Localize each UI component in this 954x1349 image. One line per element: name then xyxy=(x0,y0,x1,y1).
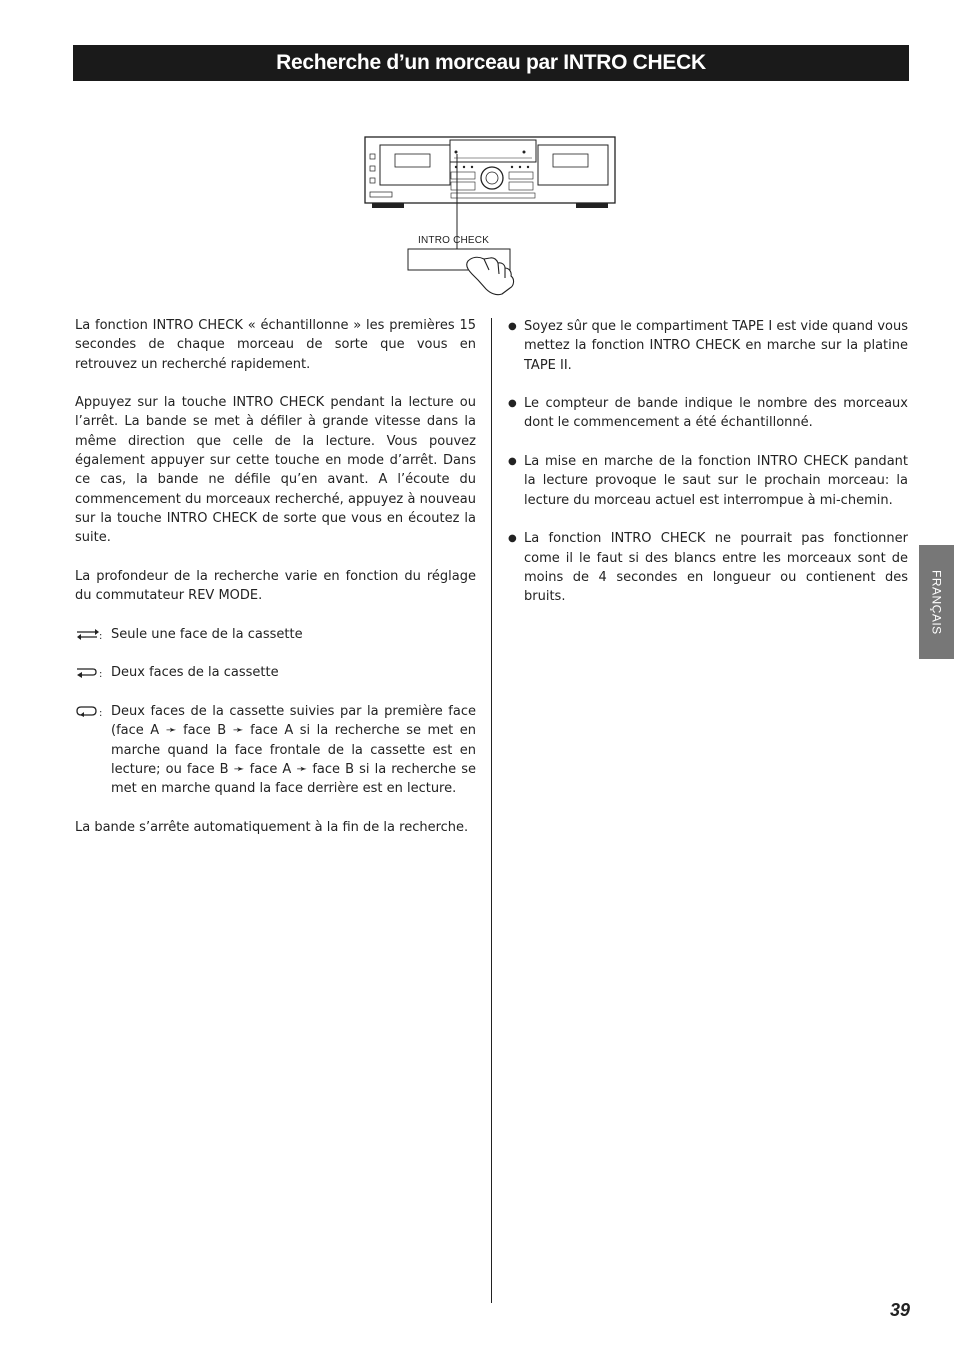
continuous-mode-icon xyxy=(75,705,107,717)
left-column xyxy=(75,316,476,856)
mode-text: Deux faces de la cassette suivies par la première face (face A ➛ face B ➛ face A si la recherche se met en marche quand la face frontale de la cassette est en lecture; ou face B ➛ face A ➛ face B si la recherche se met en marche quand la face derrière est en lecture. xyxy=(111,703,476,797)
cassette-deck-figure xyxy=(360,130,625,300)
list-item: ● Le compteur de bande indique le nombre des morceaux dont le commencement a été échantillonné. xyxy=(508,396,908,431)
language-tab-label: FRANÇAIS xyxy=(929,569,944,635)
mode-item-continuous xyxy=(75,702,476,798)
mode-item-two-sides xyxy=(75,663,476,682)
page-title-text: Recherche d’un morceau par INTRO CHECK xyxy=(276,51,706,74)
mode-text: Deux faces de la cassette xyxy=(111,665,279,681)
mode-text: Seule une face de la cassette xyxy=(111,626,303,642)
page-number: 39 xyxy=(889,1300,910,1320)
one-side-mode-icon xyxy=(75,628,107,640)
column-divider xyxy=(491,318,492,1303)
paragraph-intro: La fonction INTRO CHECK « échantillonne » les premières 15 secondes de chaque morceau de sorte que vous en retrouvez un recherché rapidement. xyxy=(75,318,476,372)
intro-check-label: INTRO CHECK xyxy=(418,235,490,246)
two-sides-mode-icon xyxy=(75,666,107,678)
paragraph-rev-mode: La profondeur de la recherche varie en fonction du réglage du commutateur REV MODE. xyxy=(75,568,476,604)
mode-item-one-side xyxy=(75,625,476,644)
svg-text::: : xyxy=(99,630,103,640)
list-item: ● La fonction INTRO CHECK ne pourrait pas fonctionner come il le faut si des blancs entre les morceaux sont de moins de 4 secondes en longueur ou contienent des bruits. xyxy=(508,531,908,605)
list-item: ● Soyez sûr que le compartiment TAPE I est vide quand vous mettez la fonction INTRO CHECK en marche sur la platine TAPE II. xyxy=(508,319,908,373)
svg-text::: : xyxy=(99,707,103,717)
svg-text::: : xyxy=(99,669,103,679)
language-tab xyxy=(919,545,954,659)
cassette-deck-icon xyxy=(360,130,625,300)
list-item: ● La mise en marche de la fonction INTRO CHECK pandant la lecture provoque le saut sur le prochain morceau: la lecture du morceau actuel est interrompue à mi-chemin. xyxy=(508,454,908,508)
paragraph-operation: Appuyez sur la touche INTRO CHECK pendant la lecture ou l’arrêt. La bande se met à défiler à grande vitesse dans la même direction que celle de la lecture. Vous pouvez également appuyer sur cette touche en mode d’arrêt. Dans ce cas, la bande ne défile qu’en avant. A l’écoute du commencement du morceaux recherché, appuyez à nouveau sur la touche INTRO CHECK de sorte que vous en écoutez la suite. xyxy=(75,395,476,546)
right-column xyxy=(508,317,908,626)
paragraph-auto-stop: La bande s’arrête automatiquement à la fin de la recherche. xyxy=(75,819,469,835)
page-title xyxy=(73,45,909,81)
